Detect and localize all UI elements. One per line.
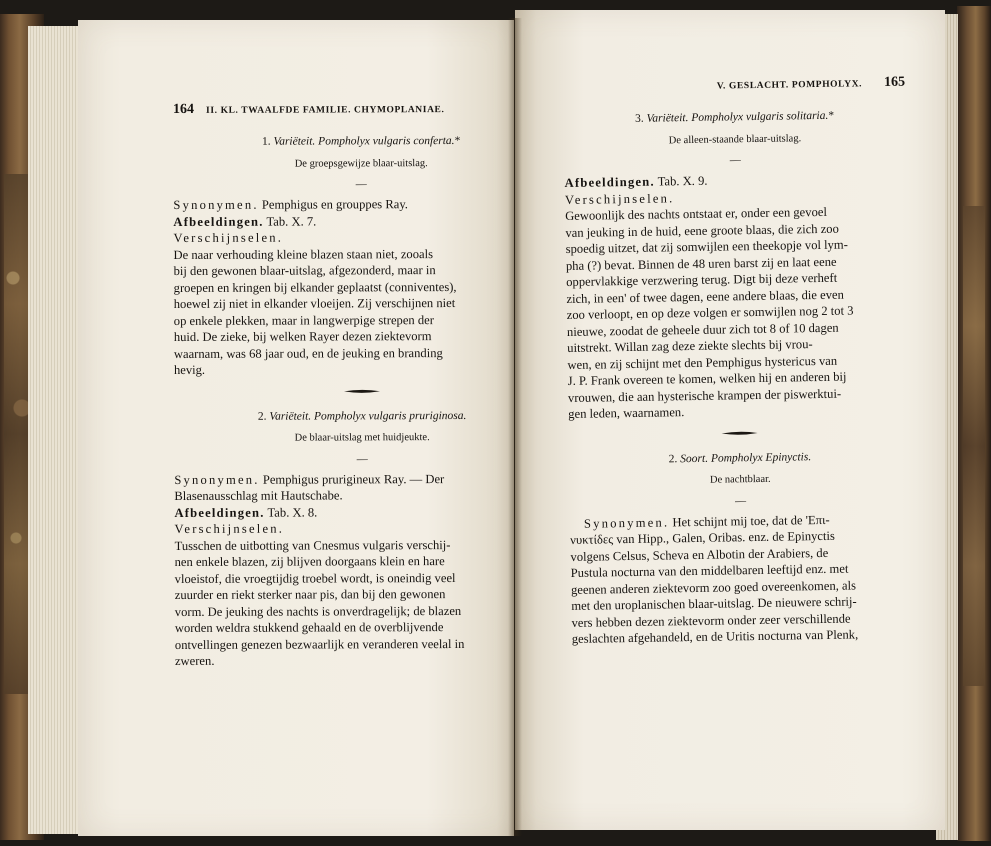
text-line: spoedig uitzet, dat zij somwijlen een theekopje vol lym- (565, 237, 848, 256)
text-line: zoo verloopt, en op deze volgen er somwijlen nog 2 tot 3 (566, 303, 854, 322)
text-line: huid. De zieke, bij welken Rayer dezen ziektevorm (173, 329, 432, 344)
short-rule: — (735, 494, 747, 507)
right-running-head (563, 75, 905, 96)
heading-number: 3. (635, 112, 647, 125)
marbled-edge-right (963, 206, 985, 686)
text-line: Gewoonlijk des nachts ontstaat er, onder een gevoel (565, 204, 827, 223)
footnote-mark: * (828, 109, 835, 122)
section-head: Verschijnselen. (173, 230, 284, 245)
text-line: geslachten afgehandeld, en de Uritis nocturna van Plenk, (571, 627, 859, 646)
book-cover-right (957, 6, 991, 841)
section-text: Pemphigus en grouppes Ray. (261, 197, 408, 212)
heading-number: 2. (257, 410, 270, 423)
short-rule: — (729, 154, 741, 167)
short-rule: — (356, 452, 368, 465)
synonyms-line (174, 470, 550, 504)
text-line: Blasenausschlag mit Hautschabe. (174, 488, 343, 503)
section-head: Synonymen. (174, 472, 260, 487)
section-text: Tab. X. 7. (266, 214, 317, 229)
subtitle: De groepsgewijze blaar-uitslag. (294, 157, 428, 170)
text-line: Tusschen de uitbotting van Cnesmus vulgaris verschij- (174, 537, 451, 553)
text-line: op enkele plekken, maar in langwerpige strepen der (173, 312, 434, 328)
text-line: geenen anderen ziektevorm zoo goed overeenkomen, als (570, 577, 857, 597)
section-head: Synonymen. (583, 514, 670, 531)
footnote-mark: * (454, 134, 461, 148)
heading-number: 1. (261, 135, 274, 148)
section-head: Verschijnselen. (564, 190, 675, 207)
text-line: bij den gewonen blaar-uitslag, afgezonderd, maar in (173, 263, 436, 278)
paragraph (175, 536, 551, 669)
text-line: wen, en zij schijnt met den Pemphigus hystericus van (567, 353, 838, 372)
text-line: vrouwen, die aan hysterische krampen der piswerktui- (567, 386, 842, 405)
text-line: groepen en kringen bij elkander geplaatst (conniventes), (173, 279, 457, 295)
heading-label: Variëteit. (273, 135, 316, 148)
section-head: Verschijnselen. (174, 521, 285, 536)
heading-label: Variëteit. (646, 112, 689, 125)
section-head: Afbeeldingen. (564, 174, 655, 190)
text-line: ontvellingen genezen bezwaarlijk en veranderen veelal in (174, 636, 465, 652)
text-line: J. P. Frank overeen te komen, welken hij en anderen bij (567, 369, 847, 388)
short-rule: — (355, 178, 367, 191)
text-line: volgens Celsus, Scheva en Albotin der Arabiers, de (570, 545, 829, 564)
paragraph (174, 245, 550, 378)
book-gutter (508, 18, 522, 836)
text-line: Pemphigus prurigineux Ray. — Der (262, 471, 445, 487)
left-page (78, 20, 514, 836)
section-head: Afbeeldingen. (173, 214, 264, 229)
running-title-left: II. KL. TWAALFDE FAMILIE. CHYMOPLANIAE. (206, 105, 445, 116)
ornament-rule-icon (722, 429, 758, 436)
species-heading (569, 447, 911, 469)
running-title-right: V. GESLACHT. POMPHOLYX. (716, 79, 863, 92)
heading-label: Variëteit. (269, 410, 312, 423)
text-line: Het schijnt mij toe, dat de 'Επι- (672, 512, 830, 529)
page-number-right: 165 (883, 74, 906, 90)
text-line: hevig. (173, 362, 206, 377)
heading-name: Pompholyx vulgaris solitaria. (691, 109, 829, 124)
subtitle: De alleen-staande blaar-uitslag. (668, 132, 802, 146)
heading-name: Pompholyx vulgaris pruriginosa. (313, 409, 467, 423)
symptoms-head-line (174, 520, 550, 538)
text-line: uitstrekt. Willan zag deze ziekte slechts bij vrou- (567, 337, 813, 355)
synonyms-paragraph (570, 510, 914, 647)
variety-heading (174, 407, 550, 425)
text-line: pha (?) bevat. Binnen de 48 uren barst zij en laat eene (565, 254, 837, 273)
heading-number: 2. (668, 452, 681, 465)
illustrations-line (174, 503, 550, 521)
right-page-text (563, 75, 914, 648)
text-line: waarnam, was 68 jaar oud, en de jeuking en branding (173, 345, 443, 361)
heading-name: Pompholyx Epinyctis. (710, 450, 812, 465)
section-head: Afbeeldingen. (174, 505, 265, 520)
text-line: van jeuking in de huid, eene groote blaas, die zich zoo (565, 221, 839, 240)
paragraph (565, 203, 910, 423)
text-line: nieuwe, zoodat de geheele duur zich tot 8 of 10 dagen (566, 320, 839, 339)
heading-name: Pompholyx vulgaris conferta. (318, 135, 455, 148)
variety-heading (173, 133, 549, 151)
left-page-text (173, 101, 551, 670)
ornament-rule-icon (344, 388, 380, 394)
subtitle: De blaar-uitslag met huidjeukte. (294, 432, 430, 444)
subtitle: De nachtblaar. (709, 473, 771, 486)
text-line: worden weldra stukkend gehaald en de overblijvende (174, 620, 444, 635)
text-line: zuurder en riekt sterker naar pis, dan bij den gewonen (174, 587, 446, 602)
text-line: gen leden, waarnamen. (568, 405, 685, 421)
text-line: oppervlakkige verzwering terug. Digt bij deze verheft (566, 270, 838, 289)
heading-label: Soort. (680, 452, 709, 465)
left-running-head (173, 101, 549, 118)
symptoms-head-line (173, 229, 549, 247)
variety-heading (564, 107, 906, 129)
text-line: Pustula nocturna van den middelbaren leeftijd enz. met (570, 561, 849, 580)
section-head: Synonymen. (173, 197, 259, 212)
text-line: De naar verhouding kleine blazen staan niet, zooals (173, 246, 434, 262)
text-line: met den uroplanischen blaar-uitslag. De nieuwere schrij- (571, 594, 857, 613)
text-line: nen enkele blazen, zij blijven doorgaans klein en hare (174, 554, 445, 569)
text-line: zich, in een' of twee dagen, eene andere blaas, die even (566, 287, 844, 306)
text-line: vloeistof, die vroegtijdig troebel wordt, is oneindig veel (174, 570, 456, 586)
text-line: zweren. (174, 653, 215, 668)
section-text: Tab. X. 8. (267, 504, 318, 520)
section-text: Tab. X. 9. (657, 173, 708, 189)
illustrations-line (173, 212, 549, 230)
text-line: vers hebben dezen ziektevorm onder zeer verschillende (571, 611, 851, 630)
page-number-left: 164 (173, 101, 195, 117)
text-line: vorm. De jeuking des nachts is onverdragelijk; de blazen (174, 603, 462, 619)
right-page (515, 10, 945, 830)
text-line: hoewel zij niet in elkander vloeijen. Zij verschijnen niet (173, 296, 456, 311)
text-line: νυκτίδες van Hipp., Galen, Oribas. enz. de Epinyctis (570, 528, 835, 547)
synonyms-line (173, 196, 549, 214)
